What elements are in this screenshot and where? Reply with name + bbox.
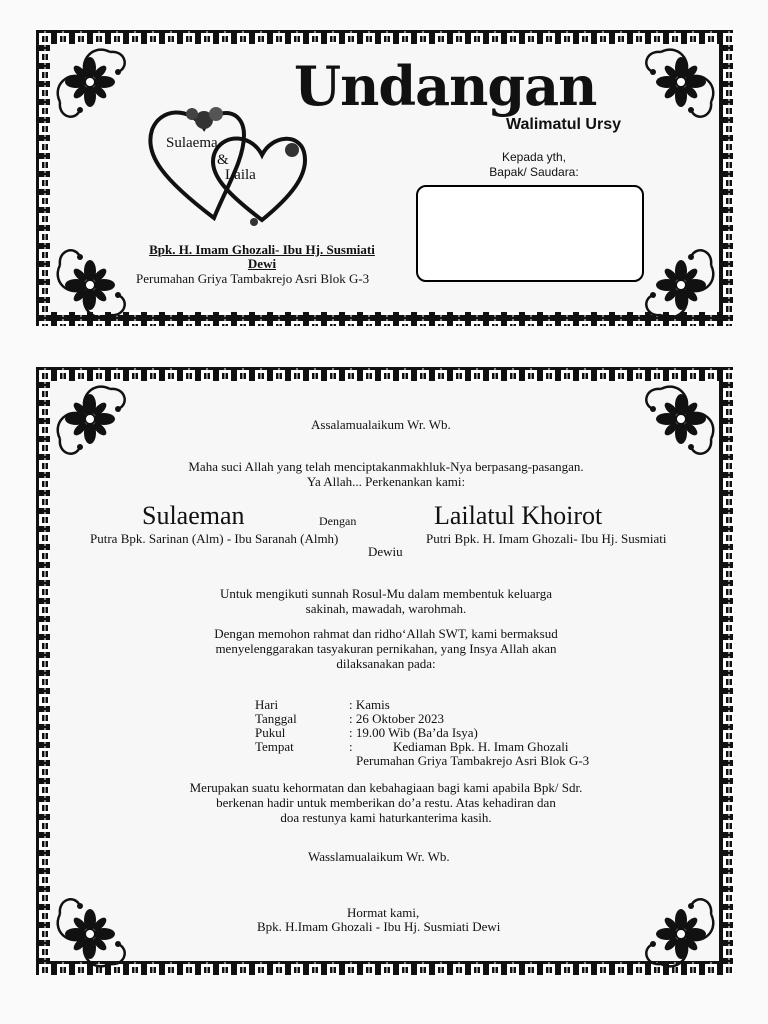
- corner-ornament-icon: [631, 235, 721, 325]
- sunnah-text: [136, 586, 636, 616]
- detail-tempat-colon: :: [349, 739, 353, 754]
- sunnah-line1: Untuk mengikuti sunnah Rosul-Mu dalam membentuk keluarga: [220, 586, 552, 601]
- corner-ornament-icon: [631, 42, 721, 132]
- detail-tanggal-label: Tanggal: [255, 711, 297, 726]
- salam: Wasslamualaikum Wr. Wb.: [308, 849, 450, 864]
- closing-line1: Merupakan suatu kehormatan dan kebahagiaan bagi kami apabila Bpk/ Sdr.: [189, 780, 583, 795]
- invitation-card: [36, 367, 733, 975]
- detail-tanggal-value: : 26 Oktober 2023: [349, 711, 444, 726]
- recipient-label-line2: Bapak/ Saudara:: [489, 165, 579, 179]
- request-line2: menyelenggarakan tasyakuran pernikahan, yang Insya Allah akan: [215, 641, 557, 656]
- sunnah-line2: sakinah, mawadah, warohmah.: [305, 601, 467, 616]
- closing-line3: doa restunya kami haturkanterima kasih.: [280, 810, 492, 825]
- heart-ampersand: &: [217, 152, 229, 168]
- detail-pukul-label: Pukul: [255, 725, 286, 740]
- sender-name: [134, 243, 390, 271]
- corner-ornament-icon: [50, 884, 140, 974]
- heart-groom-name: Sulaema: [166, 135, 218, 151]
- detail-hari-label: Hari: [255, 697, 279, 712]
- greeting: Assalamualaikum Wr. Wb.: [311, 417, 451, 432]
- request-line1: Dengan memohon rahmat dan ridho‘Allah SWT, kami bermaksud: [214, 626, 558, 641]
- detail-tempat-value-line2: Perumahan Griya Tambakrejo Asri Blok G-3: [356, 753, 590, 768]
- bride-name: Lailatul Khoirot: [434, 501, 603, 530]
- envelope-title: Undangan: [294, 54, 597, 118]
- detail-tempat-value-line1: Kediaman Bpk. H. Imam Ghozali: [393, 739, 569, 754]
- sender-name-line2: Dewi: [247, 256, 277, 271]
- corner-ornament-icon: [50, 42, 140, 132]
- request-line3: dilaksanakan pada:: [336, 656, 436, 671]
- hormat: Hormat kami,: [347, 905, 420, 920]
- intro-line2: Ya Allah... Perkenankan kami:: [306, 474, 466, 489]
- groom-parents: Putra Bpk. Sarinan (Alm) - Ibu Saranah (Almh): [90, 531, 339, 546]
- corner-ornament-icon: [631, 884, 721, 974]
- groom-name: Sulaeman: [142, 501, 245, 530]
- envelope-card: [36, 30, 733, 326]
- request-text: [136, 626, 636, 671]
- bride-parents-line2: Dewiu: [368, 544, 403, 559]
- recipient-label-line1: Kepada yth,: [501, 150, 567, 164]
- intro-line1: Maha suci Allah yang telah menciptakanmakhluk-Nya berpasang-pasangan.: [188, 459, 584, 474]
- detail-hari-value: : Kamis: [349, 697, 390, 712]
- signature: Bpk. H.Imam Ghozali - Ibu Hj. Susmiati Dewi: [257, 919, 501, 934]
- double-heart-icon: [144, 100, 314, 230]
- recipient-address-box[interactable]: [416, 185, 644, 282]
- detail-tempat-label: Tempat: [255, 739, 294, 754]
- heart-bride-name: Laila: [225, 167, 256, 183]
- intro-text: [136, 459, 636, 489]
- recipient-label: [444, 150, 624, 180]
- corner-ornament-icon: [50, 235, 140, 325]
- envelope-subtitle: Walimatul Ursy: [506, 116, 621, 133]
- corner-ornament-icon: [50, 379, 140, 469]
- closing-line2: berkenan hadir untuk memberikan do’a restu. Atas kehadiran dan: [216, 795, 556, 810]
- closing-text: [111, 780, 661, 825]
- bride-parents-line1: Putri Bpk. H. Imam Ghozali- Ibu Hj. Susmiati: [426, 531, 667, 546]
- sender-address: Perumahan Griya Tambakrejo Asri Blok G-3: [136, 271, 370, 286]
- detail-pukul-value: : 19.00 Wib (Ba’da Isya): [349, 725, 478, 740]
- corner-ornament-icon: [631, 379, 721, 469]
- connector-text: Dengan: [319, 514, 357, 528]
- sender-name-line1: Bpk. H. Imam Ghozali- Ibu Hj. Susmiati: [149, 242, 375, 257]
